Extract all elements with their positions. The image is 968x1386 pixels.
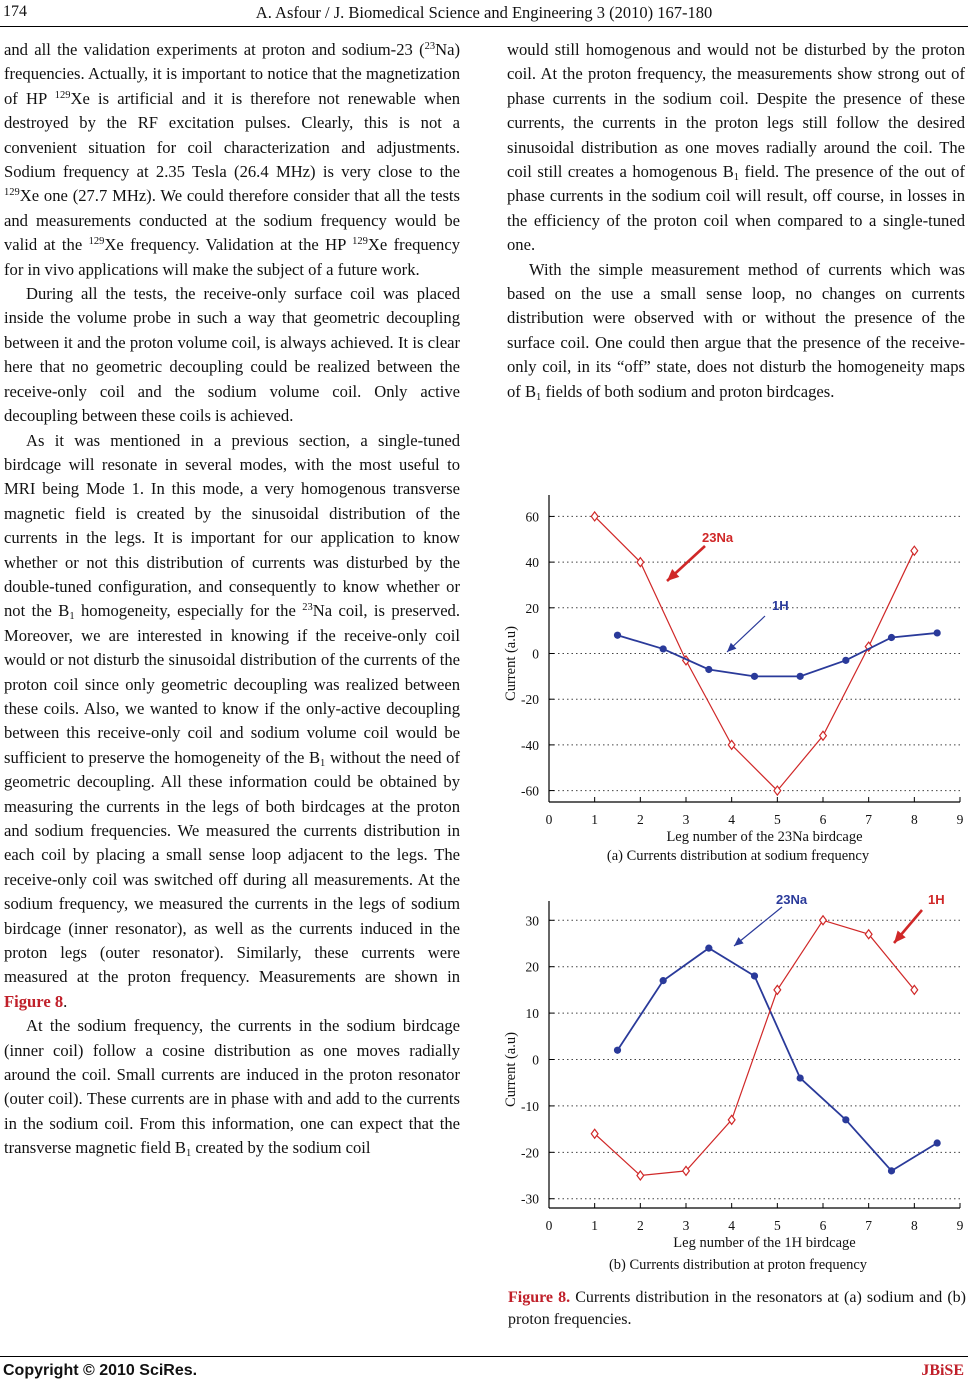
paragraph-2: During all the tests, the receive-only surface coil was placed inside the volume probe in such a way that geometric decoupling between it and the proton volume coil, is always achieved. It is clear here that no geometric decoupling could be realized between the receive-only coil and the sodium volume coil. Only active decoupling between these coils is achieved.: [4, 284, 460, 426]
paragraph-1: and all the validation experiments at proton and sodium-23 ($^{23}$Na) frequencies. Actually, it is important to notice that the magnetization of HP $^{129}$Xe is artificial and it is therefore not renewable when destroyed by the RF excitation pulses. Clearly, this is not a convenient situation for coil characterization and adjustments. Sodium frequency at 2.35 Tesla (26.4 MHz) is very close to the $^{129}$Xe one (27.7 MHz). We could therefore consider that all the tests and measurements conducted at the sodium frequency would be valid at the $^{129}$Xe frequency. Validation at the HP $^{129}$Xe frequency for in vivo applications will make the subject of a future work.: [4, 40, 460, 279]
x-tick-label: 8: [910, 812, 918, 827]
data-point-23Na: [705, 945, 712, 952]
y-tick-label: 20: [525, 959, 539, 975]
series-line-1H: [595, 920, 915, 1175]
data-point-1H: [934, 629, 941, 636]
data-point-23Na: [842, 1116, 849, 1123]
annotation-label: 23Na: [702, 530, 734, 545]
y-tick-label: 20: [525, 600, 539, 616]
annotation-arrow-head: [734, 937, 744, 946]
x-tick-label: 8: [910, 1218, 918, 1233]
x-tick-label: 1: [591, 812, 599, 827]
x-tick-label: 4: [728, 812, 736, 827]
x-tick-label: 9: [956, 1218, 964, 1233]
journal-name: JBiSE: [921, 1362, 964, 1379]
chart-b-svg: [500, 880, 966, 1252]
data-point-1H: [705, 666, 712, 673]
caption-text: Currents distribution in the resonators at (a) sodium and (b) proton frequencies.: [508, 1289, 967, 1328]
x-axis-label: Leg number of the 1H birdcage: [673, 1235, 856, 1251]
data-point-1H: [660, 645, 667, 652]
y-axis-label: Current (a.u): [503, 626, 519, 701]
y-tick-label: -30: [521, 1191, 539, 1207]
x-tick-label: 2: [636, 1218, 644, 1233]
x-tick-label: 1: [591, 1218, 599, 1233]
x-tick-label: 6: [819, 1218, 827, 1233]
data-point-23Na: [911, 546, 918, 555]
y-tick-label: 30: [525, 913, 539, 929]
x-tick-label: 6: [819, 812, 827, 827]
x-tick-label: 7: [865, 812, 873, 827]
page-number: 174: [3, 3, 27, 20]
x-tick-label: 5: [773, 1218, 781, 1233]
data-point-1H: [888, 634, 895, 641]
figure-8a-chart: [500, 474, 966, 846]
data-point-1H: [614, 632, 621, 639]
y-tick-label: 0: [532, 1052, 539, 1068]
data-point-23Na: [614, 1047, 621, 1054]
data-point-1H: [797, 673, 804, 680]
y-tick-label: 60: [525, 509, 539, 525]
data-point-1H: [751, 673, 758, 680]
caption-label: Figure 8.: [508, 1289, 571, 1306]
y-tick-label: -60: [521, 783, 539, 799]
data-point-23Na: [888, 1167, 895, 1174]
header-rule: [0, 26, 968, 27]
y-axis-label: Current (a.u): [503, 1032, 519, 1107]
paragraph-5: would still homogenous and would not be disturbed by the proton coil. At the proton frequency, the measurements show strong out of phase currents in the sodium coil. Despite the presence of these currents, the currents in the proton legs still follow the desired sinusoidal distribution as one moves radially around the coil. The coil still creates a homogenous $B_1$ field. The presence of the out of phase currents in the sodium coil will result, off course, in losses in the efficiency of the proton coil when compared to a single-tuned one.: [507, 40, 965, 255]
y-tick-label: 10: [525, 1006, 539, 1022]
x-tick-label: 3: [682, 812, 690, 827]
y-tick-label: 0: [532, 646, 539, 662]
x-tick-label: 5: [773, 812, 781, 827]
annotation-arrow-line: [734, 907, 782, 946]
figure-8b-caption: (b) Currents distribution at proton frequency: [608, 1257, 868, 1273]
data-point-1H: [842, 657, 849, 664]
chart-a-svg: [500, 474, 966, 846]
x-tick-label: 3: [682, 1218, 690, 1233]
paragraph-3: As it was mentioned in a previous section, a single-tuned birdcage will resonate in several modes, with the most useful to MRI being Mode 1. In this mode, a very homogenous transverse magnetic field is created by the sinusoidal distribution of the currents in the legs. It is important for our application to know whether or not this distribution of currents was disturbed by the double-tuned configuration, and consequently to know whether or not the $B_1$ homogeneity, especially for the $^{23}$Na coil, is preserved. Moreover, we are interested in knowing if the receive-only coil would or not disturb the sinusoidal distribution of the currents of the proton coil since only geometric decoupling was realized between these coils. Also, we wanted to know if the only-active decoupling between this receive-only coil and sodium volume coil would be sufficient to preserve the homogeneity of the $B_1$ without the need of geometric decoupling. All these information could be obtained by measuring the currents in the legs of both birdcages at the proton and sodium frequencies. We measured the currents distribution in each coil by placing a small sense loop adjacent to the legs. The receive-only coil was switched off during all measurements. At the sodium frequency, we measured the currents in the legs of sodium birdcage (inner resonator), as well as the currents induced in the proton legs (outer resonator). Similarly, these currents were measured at the proton frequency. Measurements are shown in Figure 8.: [4, 430, 461, 1011]
x-tick-label: 2: [636, 812, 644, 827]
data-point-1H: [591, 1129, 598, 1138]
annotation-label: 1H: [772, 598, 789, 613]
figure-8a-caption: (a) Currents distribution at sodium frequency: [606, 848, 870, 864]
y-tick-label: -20: [521, 692, 539, 708]
x-tick-label: 0: [545, 812, 553, 827]
left-column: [4, 38, 460, 1161]
x-axis-label: Leg number of the 23Na birdcage: [666, 829, 863, 845]
annotation-label: 1H: [928, 892, 945, 907]
y-tick-label: -40: [521, 737, 539, 753]
x-tick-label: 0: [545, 1218, 553, 1233]
x-tick-label: 4: [728, 1218, 736, 1233]
figure-8-caption: [508, 1287, 966, 1331]
paragraph-4: At the sodium frequency, the currents in the sodium birdcage (inner coil) follow a cosine distribution as one moves radially around the coil. Small currents are induced in the proton resonator (outer coil). These currents are in phase with and add to the currents in the sodium coil. From this information, one can expect that the transverse magnetic field $B_1$ created by the sodium coil: [4, 1016, 460, 1160]
y-tick-label: 40: [525, 555, 539, 571]
data-point-23Na: [660, 977, 667, 984]
y-tick-label: -20: [521, 1145, 539, 1161]
paragraph-6: With the simple measurement method of currents which was based on the use a small sense loop, no changes on currents distribution were observed with or without the presence of the surface coil. One could then argue that the presence of the receive-only coil, in its “off” state, does not disturb the homogeneity maps of $B_1$ fields of both sodium and proton birdcages.: [507, 259, 965, 403]
data-point-23Na: [751, 972, 758, 979]
data-point-1H: [637, 1171, 644, 1180]
figure-8b-chart: [500, 880, 966, 1252]
footer-rule: [0, 1356, 968, 1357]
data-point-23Na: [934, 1139, 941, 1146]
data-point-23Na: [797, 1074, 804, 1081]
x-tick-label: 7: [865, 1218, 873, 1233]
page-header: [0, 0, 968, 30]
figure-8-link[interactable]: Figure 8: [4, 991, 64, 1011]
copyright-notice: Copyright © 2010 SciRes.: [3, 1362, 198, 1379]
right-column: [507, 38, 965, 404]
running-head: A. Asfour / J. Biomedical Science and Engineering 3 (2010) 167-180: [255, 3, 713, 22]
series-line-23Na: [595, 516, 915, 790]
annotation-label: 23Na: [776, 892, 808, 907]
y-tick-label: -10: [521, 1098, 539, 1114]
x-tick-label: 9: [956, 812, 964, 827]
